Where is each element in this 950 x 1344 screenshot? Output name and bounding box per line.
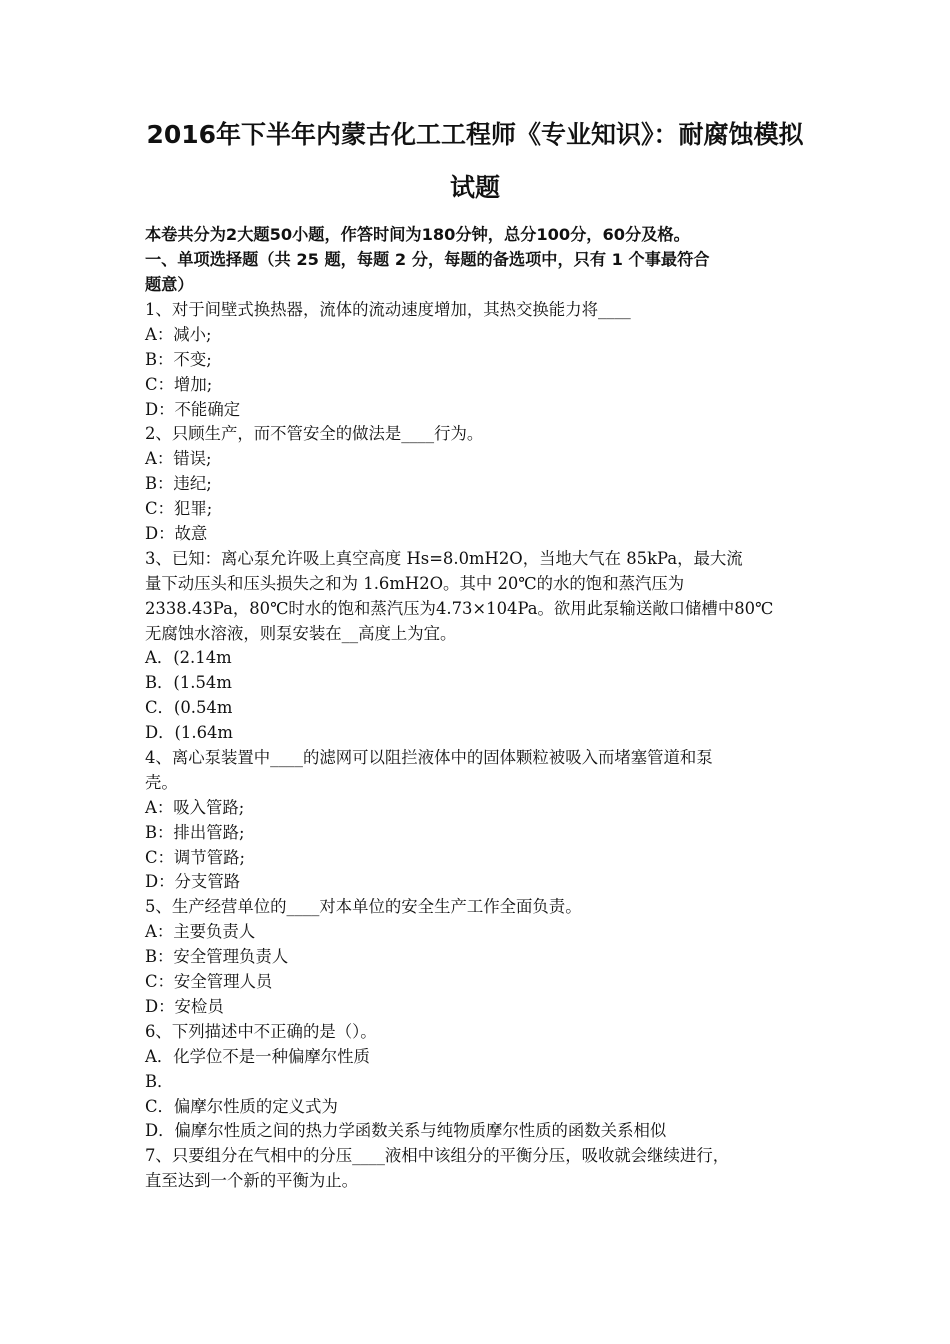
question-stem-line: 3、已知：离心泵允许吸上真空高度 Hs=8.0mH2O，当地大气在 85kPa，最大流 xyxy=(145,548,743,568)
answer-option: C．(0.54m xyxy=(145,698,233,718)
answer-option: B：排出管路; xyxy=(145,822,245,842)
question-stem-line: 1、对于间壁式换热器，流体的流动速度增加，其热交换能力将____ xyxy=(145,300,631,319)
answer-option: D：不能确定 xyxy=(145,399,241,419)
answer-option: D：分支管路 xyxy=(145,872,241,892)
question-stem-line: 7、只要组分在气相中的分压____液相中该组分的平衡分压，吸收就会继续进行， xyxy=(145,1146,730,1166)
question-stem-line: 5、生产经营单位的____对本单位的安全生产工作全面负责。 xyxy=(145,897,582,917)
exam-intro xyxy=(145,222,825,297)
question-stem-line: 2、只顾生产，而不管安全的做法是____行为。 xyxy=(145,424,484,444)
answer-option: D．偏摩尔性质之间的热力学函数关系与纯物质摩尔性质的函数关系相似 xyxy=(145,1121,667,1141)
exam-summary: 本卷共分为2大题50小题，作答时间为180分钟，总分100分，60分及格。 xyxy=(145,225,690,244)
question-stem-line: 量下动压头和压头损失之和为 1.6mH2O。其中 20℃的水的饱和蒸汽压为 xyxy=(145,573,685,593)
answer-option: A：吸入管路; xyxy=(145,797,245,817)
answer-option: A：主要负责人 xyxy=(145,922,256,942)
question-block xyxy=(145,547,835,746)
section-heading-line-2: 题意） xyxy=(145,274,194,294)
answer-option: D．(1.64m xyxy=(145,723,233,743)
answer-option: D：故意 xyxy=(145,524,208,544)
question-stem-line: 无腐蚀水溶液，则泵安装在__高度上为宜。 xyxy=(145,623,457,643)
document-title-line-1: 2016年下半年内蒙古化工工程师《专业知识》：耐腐蚀模拟 xyxy=(146,120,804,149)
section-heading-line-1: 一、单项选择题（共 25 题，每题 2 分，每题的备选项中，只有 1 个事最符合 xyxy=(145,249,710,269)
question-block xyxy=(145,1020,835,1144)
question-list xyxy=(145,298,835,1194)
answer-option: C：增加; xyxy=(145,374,213,394)
answer-option: A：减小; xyxy=(145,324,212,344)
answer-option: B：安全管理负责人 xyxy=(145,947,289,967)
answer-option: C：安全管理人员 xyxy=(145,972,273,992)
question-block xyxy=(145,1144,835,1194)
answer-option: B：不变; xyxy=(145,349,212,369)
question-stem-line: 2338.43Pa，80℃时水的饱和蒸汽压为4.73×104Pa。欲用此泵输送敞口储槽中80℃ xyxy=(145,598,774,618)
answer-option: A：错误; xyxy=(145,449,212,469)
answer-option: C：犯罪; xyxy=(145,499,213,519)
question-stem-line: 6、下列描述中不正确的是（）。 xyxy=(145,1021,377,1041)
question-stem-line: 4、离心泵装置中____的滤网可以阻拦液体中的固体颗粒被吸入而堵塞管道和泵 xyxy=(145,748,713,768)
answer-option: B． xyxy=(145,1071,174,1091)
question-block xyxy=(145,895,835,1019)
answer-option: C．偏摩尔性质的定义式为 xyxy=(145,1096,338,1116)
answer-option: B：违纪; xyxy=(145,474,212,494)
answer-option: A．(2.14m xyxy=(145,648,232,668)
question-block xyxy=(145,746,835,895)
answer-option: A．化学位不是一种偏摩尔性质 xyxy=(145,1046,370,1066)
answer-option: B．(1.54m xyxy=(145,673,232,693)
answer-option: C：调节管路; xyxy=(145,847,246,867)
question-block xyxy=(145,298,835,422)
answer-option: D：安检员 xyxy=(145,996,224,1016)
question-stem-line: 直至达到一个新的平衡为止。 xyxy=(145,1171,359,1191)
document-title-line-2: 试题 xyxy=(449,173,500,202)
question-stem-line: 壳。 xyxy=(145,772,178,792)
question-block xyxy=(145,422,835,546)
